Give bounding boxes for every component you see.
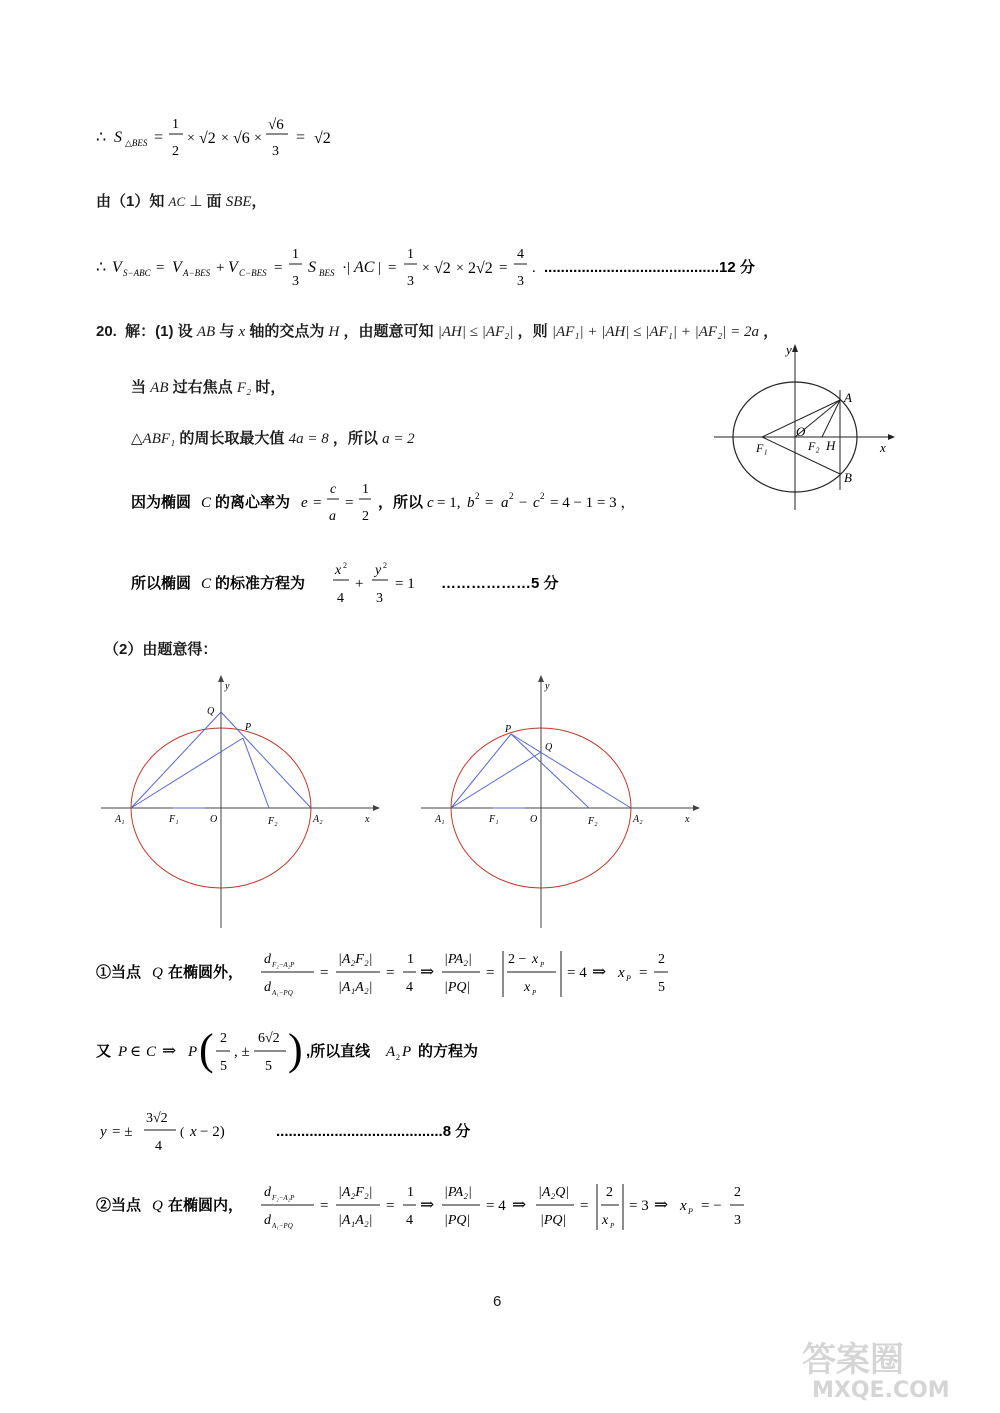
segment-pa2: [511, 734, 631, 808]
svg-text:+: +: [216, 260, 225, 276]
fig2-label-y: y: [225, 681, 230, 692]
area-formula-svg: [96, 115, 376, 165]
fig1-label-x: x: [880, 440, 886, 455]
svg-text:3: 3: [734, 1213, 741, 1228]
fig2-label-p: P: [245, 722, 252, 733]
svg-text:所以椭圆: 所以椭圆: [131, 575, 192, 592]
svg-text:y: y: [100, 1124, 107, 1140]
line-eq-svg: [100, 1105, 560, 1159]
fig2-label-f2: F₂: [268, 816, 278, 827]
x-axis-arrow-icon: [373, 805, 380, 811]
line-line-eq: [100, 1105, 560, 1164]
svg-text:A₁−PQ: A₁−PQ: [272, 989, 293, 997]
svg-text:2: 2: [540, 491, 545, 501]
svg-text:答案圈: 答案圈: [802, 1340, 904, 1380]
svg-text:c: c: [427, 495, 434, 511]
svg-text:4: 4: [337, 591, 344, 606]
svg-text:|PQ|: |PQ|: [444, 980, 471, 995]
svg-text:Q: Q: [152, 1198, 163, 1214]
svg-text:P: P: [540, 961, 545, 969]
svg-text:⇒: ⇒: [420, 962, 435, 981]
svg-text:−: −: [519, 495, 528, 511]
svg-text:): ): [288, 1025, 303, 1074]
svg-text:BES: BES: [319, 268, 335, 278]
svg-text:F₂−A₂P: F₂−A₂P: [272, 961, 295, 969]
fig1-label-a: A: [844, 390, 852, 405]
svg-text:的离心率为: 的离心率为: [215, 494, 291, 511]
figure-q-outside: [95, 672, 395, 937]
svg-text:2√2: 2√2: [468, 260, 493, 277]
svg-text:c: c: [533, 495, 540, 511]
svg-text:y: y: [375, 563, 382, 578]
svg-text:..............................: ........................................8 分: [276, 1123, 471, 1140]
svg-text:2: 2: [220, 1031, 227, 1046]
svg-text:3: 3: [407, 274, 414, 289]
svg-text:因为椭圆: 因为椭圆: [131, 494, 192, 511]
svg-text:2: 2: [396, 1053, 400, 1062]
svg-text:2: 2: [383, 561, 387, 570]
svg-text:= 4: = 4: [567, 965, 587, 981]
svg-text:3: 3: [376, 591, 383, 606]
fig3-label-a1: A₁: [435, 814, 445, 825]
segment-pf2: [243, 738, 269, 808]
fig3-label-q: Q: [545, 742, 553, 753]
fig3-label-o: O: [530, 814, 538, 825]
svg-text:=: =: [320, 965, 329, 981]
svg-text:×: ×: [221, 131, 229, 146]
svg-text:|A₂F₂|: |A₂F₂|: [338, 952, 373, 967]
fig2-label-q: Q: [207, 706, 215, 717]
svg-text:√2: √2: [434, 260, 451, 277]
svg-text:，所以: ，所以: [378, 494, 424, 511]
svg-text:=: =: [156, 260, 165, 276]
fig3-label-y: y: [545, 681, 550, 692]
svg-text:=: =: [320, 1198, 329, 1214]
svg-text:x: x: [190, 1124, 197, 1140]
svg-text:1: 1: [407, 1185, 414, 1200]
x-axis-arrow-icon: [693, 805, 700, 811]
svg-text:1: 1: [362, 482, 369, 497]
svg-text:a: a: [329, 509, 336, 524]
svg-text:的方程为: 的方程为: [418, 1043, 479, 1060]
standard-eq-svg: [131, 558, 611, 610]
svg-text:1: 1: [292, 247, 299, 262]
y-axis-arrow-icon: [792, 344, 798, 352]
svg-text:F₂−A₂P: F₂−A₂P: [272, 1194, 295, 1202]
svg-text:2 −: 2 −: [508, 952, 527, 967]
svg-text:S−ABC: S−ABC: [123, 268, 151, 278]
svg-text:a: a: [501, 495, 509, 511]
svg-text:的标准方程为: 的标准方程为: [215, 575, 306, 592]
watermark-svg: [792, 1333, 982, 1403]
svg-text:5: 5: [265, 1059, 272, 1074]
fig1-label-h: H: [826, 438, 836, 453]
svg-text:x: x: [524, 980, 531, 995]
svg-text:..............................: ..........................................12 分: [544, 259, 755, 276]
line-point-p: [96, 1022, 536, 1089]
svg-text:2: 2: [734, 1185, 741, 1200]
svg-text:1: 1: [172, 117, 179, 132]
svg-text:.: .: [532, 260, 536, 276]
svg-text:d: d: [264, 952, 271, 967]
svg-text:=: =: [386, 1198, 395, 1214]
segment-qa2: [221, 712, 311, 808]
svg-text:e: e: [301, 495, 308, 511]
line-area-formula: [96, 115, 376, 170]
svg-text:又: 又: [96, 1043, 112, 1060]
svg-text:⇒: ⇒: [420, 1195, 435, 1214]
svg-text:= 3: = 3: [629, 1198, 649, 1214]
svg-text:(: (: [180, 1124, 185, 1139]
svg-text:P: P: [118, 1044, 128, 1060]
svg-text:∴: ∴: [96, 259, 107, 276]
svg-text:=: =: [388, 260, 397, 276]
svg-text:c: c: [330, 482, 337, 497]
svg-text:3: 3: [292, 274, 299, 289]
segment-a1q: [451, 752, 541, 808]
svg-text:①当点: ①当点: [96, 964, 142, 981]
svg-text:3√2: 3√2: [146, 1111, 168, 1126]
figure-ellipse-chord: [710, 340, 900, 525]
svg-text:4: 4: [406, 1213, 413, 1228]
svg-text:P: P: [688, 1207, 693, 1216]
svg-text:⇒: ⇒: [654, 1195, 669, 1214]
svg-text:√2: √2: [314, 130, 331, 147]
y-axis-arrow-icon: [218, 675, 224, 682]
svg-text:=: =: [639, 965, 648, 981]
svg-text:·|: ·|: [342, 260, 350, 276]
line-case1: [96, 945, 716, 1008]
watermark-logo: [792, 1333, 982, 1403]
svg-text:V: V: [112, 259, 122, 276]
svg-text:d: d: [264, 1185, 271, 1200]
figure-ellipse-chord-svg: [710, 340, 900, 520]
fig1-label-o: O: [796, 424, 806, 439]
line-through-focus: 当 AB 过右焦点 F₂ 时，: [131, 379, 286, 396]
svg-text:= ±: = ±: [112, 1124, 133, 1140]
svg-text:3: 3: [272, 144, 279, 159]
svg-text:6√2: 6√2: [258, 1031, 280, 1046]
svg-text:|A₂Q|: |A₂Q|: [538, 1185, 570, 1200]
svg-text:, ±: , ±: [234, 1044, 250, 1060]
svg-text:A−BES: A−BES: [183, 268, 211, 278]
svg-text:|A₁A₂|: |A₁A₂|: [338, 1213, 373, 1228]
svg-text:×: ×: [422, 261, 430, 276]
case2-svg: [96, 1178, 796, 1236]
svg-text:|PA₂|: |PA₂|: [444, 952, 472, 967]
svg-text:P: P: [610, 1222, 615, 1230]
svg-text:|PQ|: |PQ|: [540, 1213, 567, 1228]
svg-text:P: P: [532, 989, 537, 997]
svg-text:2: 2: [362, 509, 369, 524]
svg-text:C: C: [146, 1044, 157, 1060]
svg-text:=: =: [486, 965, 495, 981]
fig2-label-o: O: [210, 814, 218, 825]
svg-text:d: d: [264, 980, 271, 995]
svg-text:√6: √6: [233, 130, 250, 147]
svg-text:|A₁A₂|: |A₁A₂|: [338, 980, 373, 995]
svg-text:5: 5: [658, 980, 665, 995]
page-number: 6: [493, 1293, 502, 1310]
svg-text:2: 2: [606, 1185, 613, 1200]
svg-text:4: 4: [517, 247, 524, 262]
x-axis-arrow-icon: [888, 434, 895, 440]
svg-text:4: 4: [155, 1139, 162, 1154]
line-perpendicular: 由（1）知 AC ⊥ 面 SBE，: [96, 193, 267, 210]
svg-text:+: +: [355, 576, 364, 592]
svg-text:V: V: [228, 259, 238, 276]
svg-text:4: 4: [406, 980, 413, 995]
svg-text:=: =: [485, 495, 494, 511]
svg-text:C−BES: C−BES: [239, 268, 267, 278]
segment-a1p: [451, 734, 511, 808]
svg-text:d: d: [264, 1213, 271, 1228]
svg-text:×: ×: [187, 131, 195, 146]
svg-text:x: x: [602, 1213, 609, 1228]
svg-text:2: 2: [658, 952, 665, 967]
svg-text:b: b: [467, 495, 475, 511]
svg-text:x: x: [335, 563, 342, 578]
line-eccentricity: [131, 480, 691, 533]
svg-text:− 2): − 2): [200, 1124, 225, 1140]
eccentricity-svg: [131, 480, 691, 528]
svg-text:|PQ|: |PQ|: [444, 1213, 471, 1228]
svg-text:⇒: ⇒: [162, 1041, 177, 1060]
svg-text:在椭圆内，: 在椭圆内，: [168, 1197, 244, 1214]
svg-text:2: 2: [343, 561, 347, 570]
svg-text:= −: = −: [701, 1198, 722, 1214]
svg-text:S: S: [308, 259, 316, 276]
segment-f2a: [822, 400, 840, 437]
line-case2: [96, 1178, 796, 1241]
y-axis-arrow-icon: [538, 675, 544, 682]
svg-text:=: =: [580, 1198, 589, 1214]
svg-text:|: |: [378, 260, 382, 276]
svg-text:1: 1: [407, 952, 414, 967]
svg-text:△BES: △BES: [125, 138, 148, 148]
fig2-label-a2: A₂: [313, 814, 323, 825]
svg-text:=: =: [499, 260, 508, 276]
svg-text:∴: ∴: [96, 129, 107, 146]
fig1-label-b: B: [844, 470, 852, 485]
svg-text:= 1,: = 1,: [437, 495, 461, 511]
svg-text:= 1: = 1: [395, 576, 415, 592]
svg-text:AC: AC: [354, 259, 375, 276]
svg-text:2: 2: [172, 144, 179, 159]
line-problem20: 20. 解：(1) 设 AB 与 x 轴的交点为 H ，由题意可知 |AH| ≤ |AF₂| ，则 |AF₁| + |AH| ≤ |AF₁| + |AF₂| = 2a ，: [96, 323, 779, 340]
svg-text:⇒: ⇒: [592, 962, 607, 981]
line-perimeter: △ABF₁ 的周长取最大值 4a = 8 ，所以 a = 2: [131, 430, 415, 447]
svg-text:………………5 分: ………………5 分: [441, 575, 559, 592]
fig3-label-f2: F₂: [588, 816, 598, 827]
fig3-label-f1: F₁: [489, 814, 499, 825]
svg-text:A: A: [386, 1044, 396, 1060]
svg-text:|PA₂|: |PA₂|: [444, 1185, 472, 1200]
figure-q-inside-svg: [415, 672, 715, 932]
svg-text:2: 2: [509, 491, 514, 501]
svg-text:C: C: [201, 495, 212, 511]
line-standard-eq: [131, 558, 611, 615]
svg-text:x: x: [532, 952, 539, 967]
fig3-label-a2: A₂: [633, 814, 643, 825]
svg-text:√2: √2: [199, 130, 216, 147]
svg-text:√6: √6: [268, 117, 284, 133]
figure-q-outside-svg: [95, 672, 395, 932]
svg-text:1: 1: [407, 247, 414, 262]
svg-text:P: P: [188, 1044, 198, 1060]
svg-text:x: x: [618, 965, 625, 981]
svg-text:⇒: ⇒: [512, 1195, 527, 1214]
line-part2: （2）由题意得：: [104, 641, 218, 658]
figure-q-inside: [415, 672, 715, 937]
svg-text:=: =: [345, 495, 354, 511]
watermark-text: MXQE.COM: [812, 1378, 950, 1403]
svg-text:|A₂F₂|: |A₂F₂|: [338, 1185, 373, 1200]
svg-text:2: 2: [475, 491, 480, 501]
fig3-label-x: x: [685, 814, 690, 825]
svg-text:= 4: = 4: [486, 1198, 506, 1214]
svg-text:5: 5: [220, 1059, 227, 1074]
svg-text:P: P: [626, 974, 631, 983]
fig1-label-f1: F₁: [756, 441, 768, 455]
svg-text:3: 3: [517, 274, 524, 289]
svg-text:=: =: [386, 965, 395, 981]
fig2-label-f1: F₁: [169, 814, 179, 825]
case1-svg: [96, 945, 716, 1003]
svg-text:S: S: [114, 129, 122, 146]
svg-text:C: C: [201, 576, 212, 592]
svg-text:=: =: [313, 495, 322, 511]
svg-text:②当点: ②当点: [96, 1197, 142, 1214]
svg-text:在椭圆外，: 在椭圆外，: [168, 964, 244, 981]
svg-text:V: V: [172, 259, 182, 276]
point-p-svg: [96, 1022, 536, 1084]
fig2-label-x: x: [365, 814, 370, 825]
svg-text:,所以直线: ,所以直线: [306, 1043, 371, 1060]
svg-text:A₁−PQ: A₁−PQ: [272, 1222, 293, 1230]
fig2-label-a1: A₁: [115, 814, 125, 825]
svg-text:x: x: [680, 1198, 687, 1214]
fig3-label-p: P: [505, 724, 512, 735]
volume-formula-svg: [96, 245, 876, 293]
svg-text:×: ×: [456, 261, 464, 276]
svg-text:=: =: [274, 260, 283, 276]
line-volume-formula: [96, 245, 876, 298]
svg-text:(: (: [199, 1025, 214, 1074]
svg-text:=: =: [154, 129, 164, 146]
fig1-label-y: y: [786, 342, 792, 357]
svg-text:=: =: [296, 129, 306, 146]
svg-text:×: ×: [254, 131, 262, 146]
svg-text:Q: Q: [152, 965, 163, 981]
svg-text:= 4 − 1 = 3 ，: = 4 − 1 = 3 ，: [550, 495, 636, 511]
svg-text:P: P: [402, 1044, 412, 1060]
fig1-label-f2: F₂: [808, 439, 820, 453]
svg-text:∈: ∈: [130, 1044, 142, 1060]
